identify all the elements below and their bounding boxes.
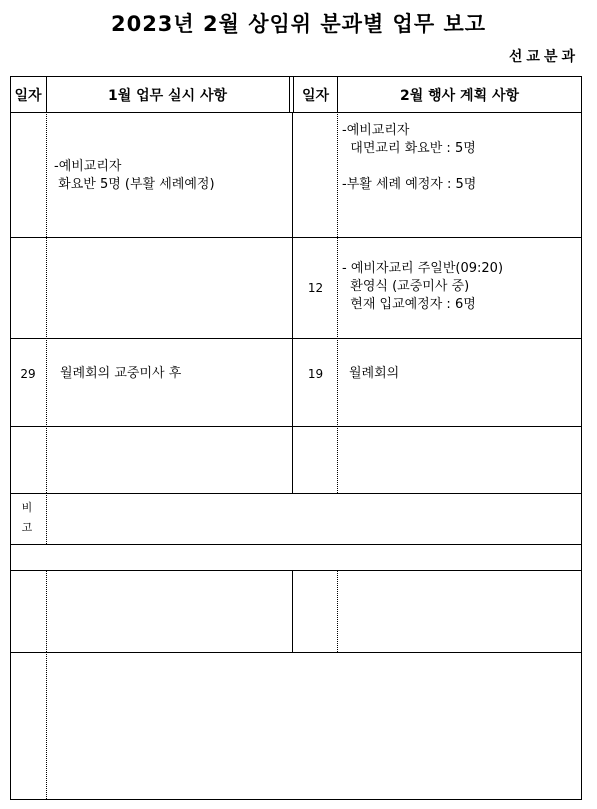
- row3-plan: 월례회의: [349, 366, 400, 381]
- row-divider-3: [10, 426, 582, 427]
- dotted-left-bottom: [46, 652, 47, 799]
- dotted-right-upper: [337, 112, 338, 493]
- row3-right-date: 19: [307, 367, 324, 381]
- dotted-remarks: [46, 493, 47, 544]
- header-date-left: 일자: [14, 88, 42, 104]
- row-divider-7: [10, 652, 582, 653]
- table-border-bottom: [10, 799, 582, 800]
- department-name: 선교분과: [508, 49, 579, 65]
- row-divider-2: [10, 338, 582, 339]
- table-border-left: [10, 76, 11, 800]
- header-date-right: 일자: [301, 88, 330, 104]
- row2-right-date: 12: [307, 281, 324, 295]
- row2-plan: - 예비자교리 주일반(09:20) 환영식 (교중미사 중) 현재 입교예정자 : 6명: [342, 261, 504, 312]
- table-border-right: [581, 76, 582, 800]
- dotted-right-lower: [337, 570, 338, 652]
- row-divider-5: [10, 544, 582, 545]
- remarks-label-1: 비: [21, 501, 33, 514]
- header-mid-line-a: [289, 76, 290, 112]
- header-done: 1월 업무 실시 사항: [107, 88, 228, 104]
- header-plan: 2월 행사 계획 사항: [399, 88, 520, 104]
- row3-done: 월례회의 교중미사 후: [60, 366, 182, 381]
- report-table: [10, 76, 582, 800]
- remarks-label-2: 고: [21, 521, 33, 534]
- middle-line-lower: [292, 570, 293, 652]
- report-title: 2023년 2월 상임위 분과별 업무 보고: [110, 12, 487, 36]
- row-divider-6: [10, 570, 582, 571]
- row-divider-1: [10, 237, 582, 238]
- row3-left-date: 29: [20, 367, 36, 381]
- row1-done: -예비교리자 화요반 5명 (부활 세례예정): [54, 159, 215, 192]
- table-border-top: [10, 76, 582, 77]
- row1-plan: -예비교리자 대면교리 화요반 : 5명 -부활 세례 예정자 : 5명: [342, 123, 477, 192]
- dotted-left-upper: [46, 112, 47, 493]
- row-divider-4: [10, 493, 582, 494]
- middle-line-upper: [292, 112, 293, 493]
- dotted-left-lower: [46, 570, 47, 652]
- header-divider: [10, 112, 582, 113]
